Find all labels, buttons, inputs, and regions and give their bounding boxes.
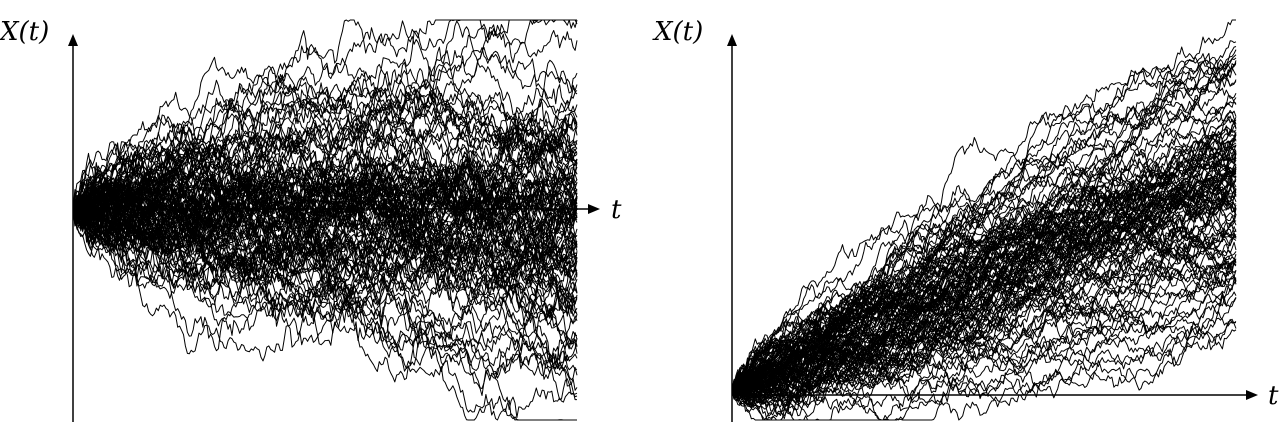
y-axis-arrow-left: [68, 34, 78, 46]
x-axis-arrow-right: [1246, 390, 1258, 400]
y-axis-label-left: X(t): [0, 17, 50, 47]
chart-right: [652, 17, 1279, 422]
y-axis-arrow-right: [727, 34, 737, 46]
x-axis-arrow-left: [588, 204, 600, 214]
chart-left: [0, 17, 622, 422]
x-axis-label-right: t: [1268, 381, 1279, 411]
x-axis-label-left: t: [611, 195, 622, 225]
paths-left: [73, 20, 577, 420]
paths-right: [732, 20, 1236, 420]
y-axis-label-right: X(t): [654, 17, 704, 47]
